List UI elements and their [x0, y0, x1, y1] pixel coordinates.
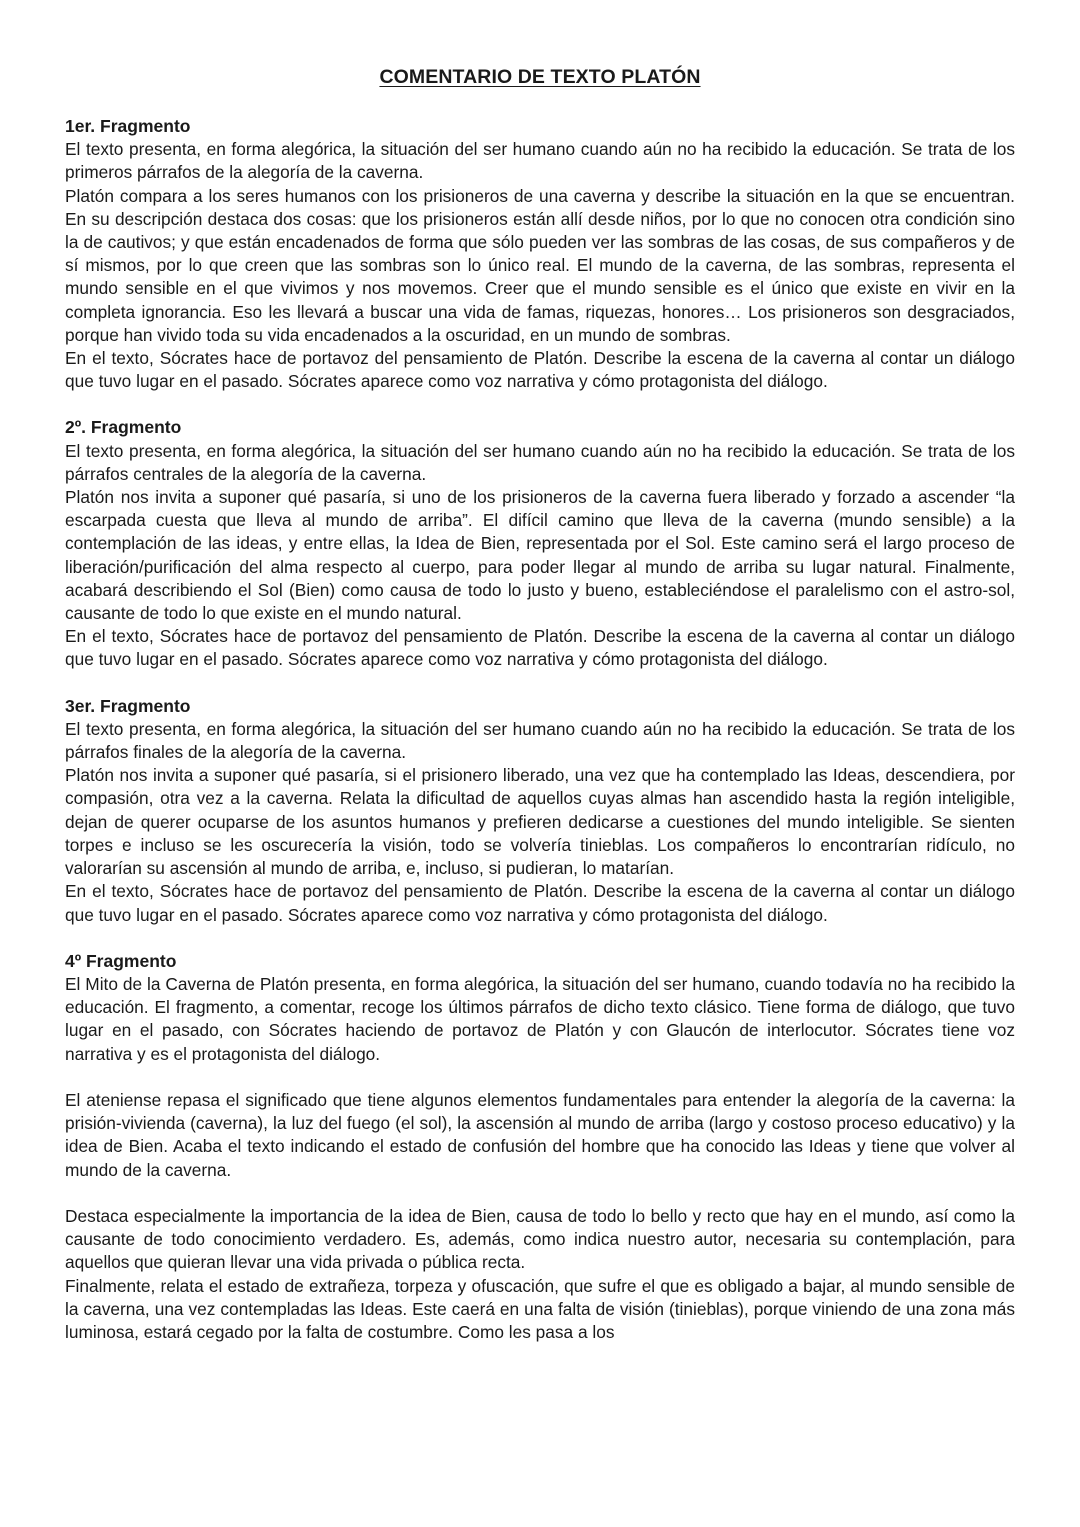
paragraph: Finalmente, relata el estado de extrañeza, torpeza y ofuscación, que sufre el que es obligado a bajar, al mundo sensible de la caverna, una vez contempladas las Ideas. Este caerá en una falta de visión (tinieblas), porque viniendo de una zona más luminosa, estará cegado por la falta de costumbre. Como les pasa a los — [65, 1275, 1015, 1342]
fragment-4 — [65, 950, 1015, 1344]
paragraph: El texto presenta, en forma alegórica, la situación del ser humano cuando aún no ha recibido la educación. Se trata de los párrafos finales de la alegoría de la caverna. — [65, 718, 1015, 763]
paragraph: Platón compara a los seres humanos con los prisioneros de una caverna y describe la situación en la que se encuentran. En su descripción destaca dos cosas: que los prisioneros están allí desde niños, por lo que no conocen otra condición sino la de cautivos; y que están encadenados de forma que sólo pueden ver las sombras de las cosas, de sus compañeros y de sí mismos, por lo que creen que las sombras son lo único real. El mundo de la caverna, de las sombras, representa el mundo sensible en el que vivimos y nos movemos. Creer que el mundo sensible es el único que existe en vivir en la completa ignorancia. Eso les llevará a buscar una vida de famas, riquezas, honores… Los prisioneros son desgraciados, porque han vivido toda su vida encadenados a la oscuridad, en un mundo de sombras. — [65, 185, 1015, 345]
paragraph: Platón nos invita a suponer qué pasaría, si el prisionero liberado, una vez que ha contemplado las Ideas, descendiera, por compasión, otra vez a la caverna. Relata la dificultad de aquellos cuyas almas han ascendido hasta la región inteligible, dejan de querer ocuparse de los asuntos humanos y prefieren dedicarse a cuestiones del mundo inteligible. Se sienten torpes e incluso se les oscurecería la visión, todo se volvería tinieblas. Los compañeros lo encontrarían ridículo, no valorarían su ascensión al mundo de arriba, e, incluso, si pudieran, lo matarían. — [65, 765, 1015, 879]
fragment-4-heading: 4º Fragmento — [65, 950, 177, 971]
paragraph: En el texto, Sócrates hace de portavoz del pensamiento de Platón. Describe la escena de la caverna al contar un diálogo que tuvo lugar en el pasado. Sócrates aparece como voz narrativa y cómo protagonista del diálogo. — [65, 626, 1015, 670]
fragment-2 — [65, 416, 1015, 671]
paragraph: El texto presenta, en forma alegórica, la situación del ser humano cuando aún no ha recibido la educación. Se trata de los primeros párrafos de la alegoría de la caverna. — [65, 139, 1015, 183]
fragment-3-heading: 3er. Fragmento — [65, 695, 191, 716]
document-title: COMENTARIO DE TEXTO PLATÓN — [379, 66, 701, 88]
fragment-2-heading: 2º. Fragmento — [65, 417, 182, 438]
paragraph: En el texto, Sócrates hace de portavoz del pensamiento de Platón. Describe la escena de la caverna al contar un diálogo que tuvo lugar en el pasado. Sócrates aparece como voz narrativa y cómo protagonista del diálogo. — [65, 881, 1015, 925]
fragment-1-heading: 1er. Fragmento — [65, 116, 191, 136]
paragraph: Platón nos invita a suponer qué pasaría, si uno de los prisioneros de la caverna fuera liberado y forzado a ascender “la escarpada cuesta que lleva al mundo de arriba”. El difícil camino que lleva de la caverna (mundo sensible) a la contemplación de las ideas, y entre ellas, la Idea de Bien, representada por el Sol. Este camino será el largo proceso de liberación/purificación del alma respecto al cuerpo, para poder llegar al mundo de arriba su lugar natural. Finalmente, acabará describiendo el Sol (Bien) como causa de todo lo justo y bueno, estableciéndose el paralelismo con el astro-sol, causante de todo lo que existe en el mundo natural. — [65, 487, 1015, 624]
paragraph: Destaca especialmente la importancia de la idea de Bien, causa de todo lo bello y recto que hay en el mundo, así como la causante de todo conocimiento verdadero. Es, además, como indica nuestro autor, necesaria su contemplación, para aquellos que quieran llevar una vida privada o pública recta. — [65, 1205, 1015, 1273]
paragraph: El texto presenta, en forma alegórica, la situación del ser humano cuando aún no ha recibido la educación. Se trata de los párrafos centrales de la alegoría de la caverna. — [65, 440, 1015, 484]
paragraph: El Mito de la Caverna de Platón presenta, en forma alegórica, la situación del ser humano, cuando todavía no ha recibido la educación. El fragmento, a comentar, recoge los últimos párrafos de dicho texto clásico. Tiene forma de diálogo, que tuvo lugar en el pasado, con Sócrates haciendo de portavoz de Platón y con Glaucón de interlocutor. Sócrates tiene voz narrativa y es el protagonista del diálogo. — [65, 973, 1015, 1064]
document-page — [65, 64, 1015, 1367]
paragraph: En el texto, Sócrates hace de portavoz del pensamiento de Platón. Describe la escena de la caverna al contar un diálogo que tuvo lugar en el pasado. Sócrates aparece como voz narrativa y cómo protagonista del diálogo. — [65, 348, 1015, 392]
fragment-3 — [65, 695, 1015, 927]
fragment-1 — [65, 115, 1015, 393]
paragraph: El ateniense repasa el significado que tiene algunos elementos fundamentales para entender la alegoría de la caverna: la prisión-vivienda (caverna), la luz del fuego (el sol), la ascensión al mundo de arriba (largo y costoso proceso educativo) y la idea de Bien. Acaba el texto indicando el estado de confusión del hombre que ha conocido las Ideas y tiene que volver al mundo de la caverna. — [65, 1089, 1015, 1180]
